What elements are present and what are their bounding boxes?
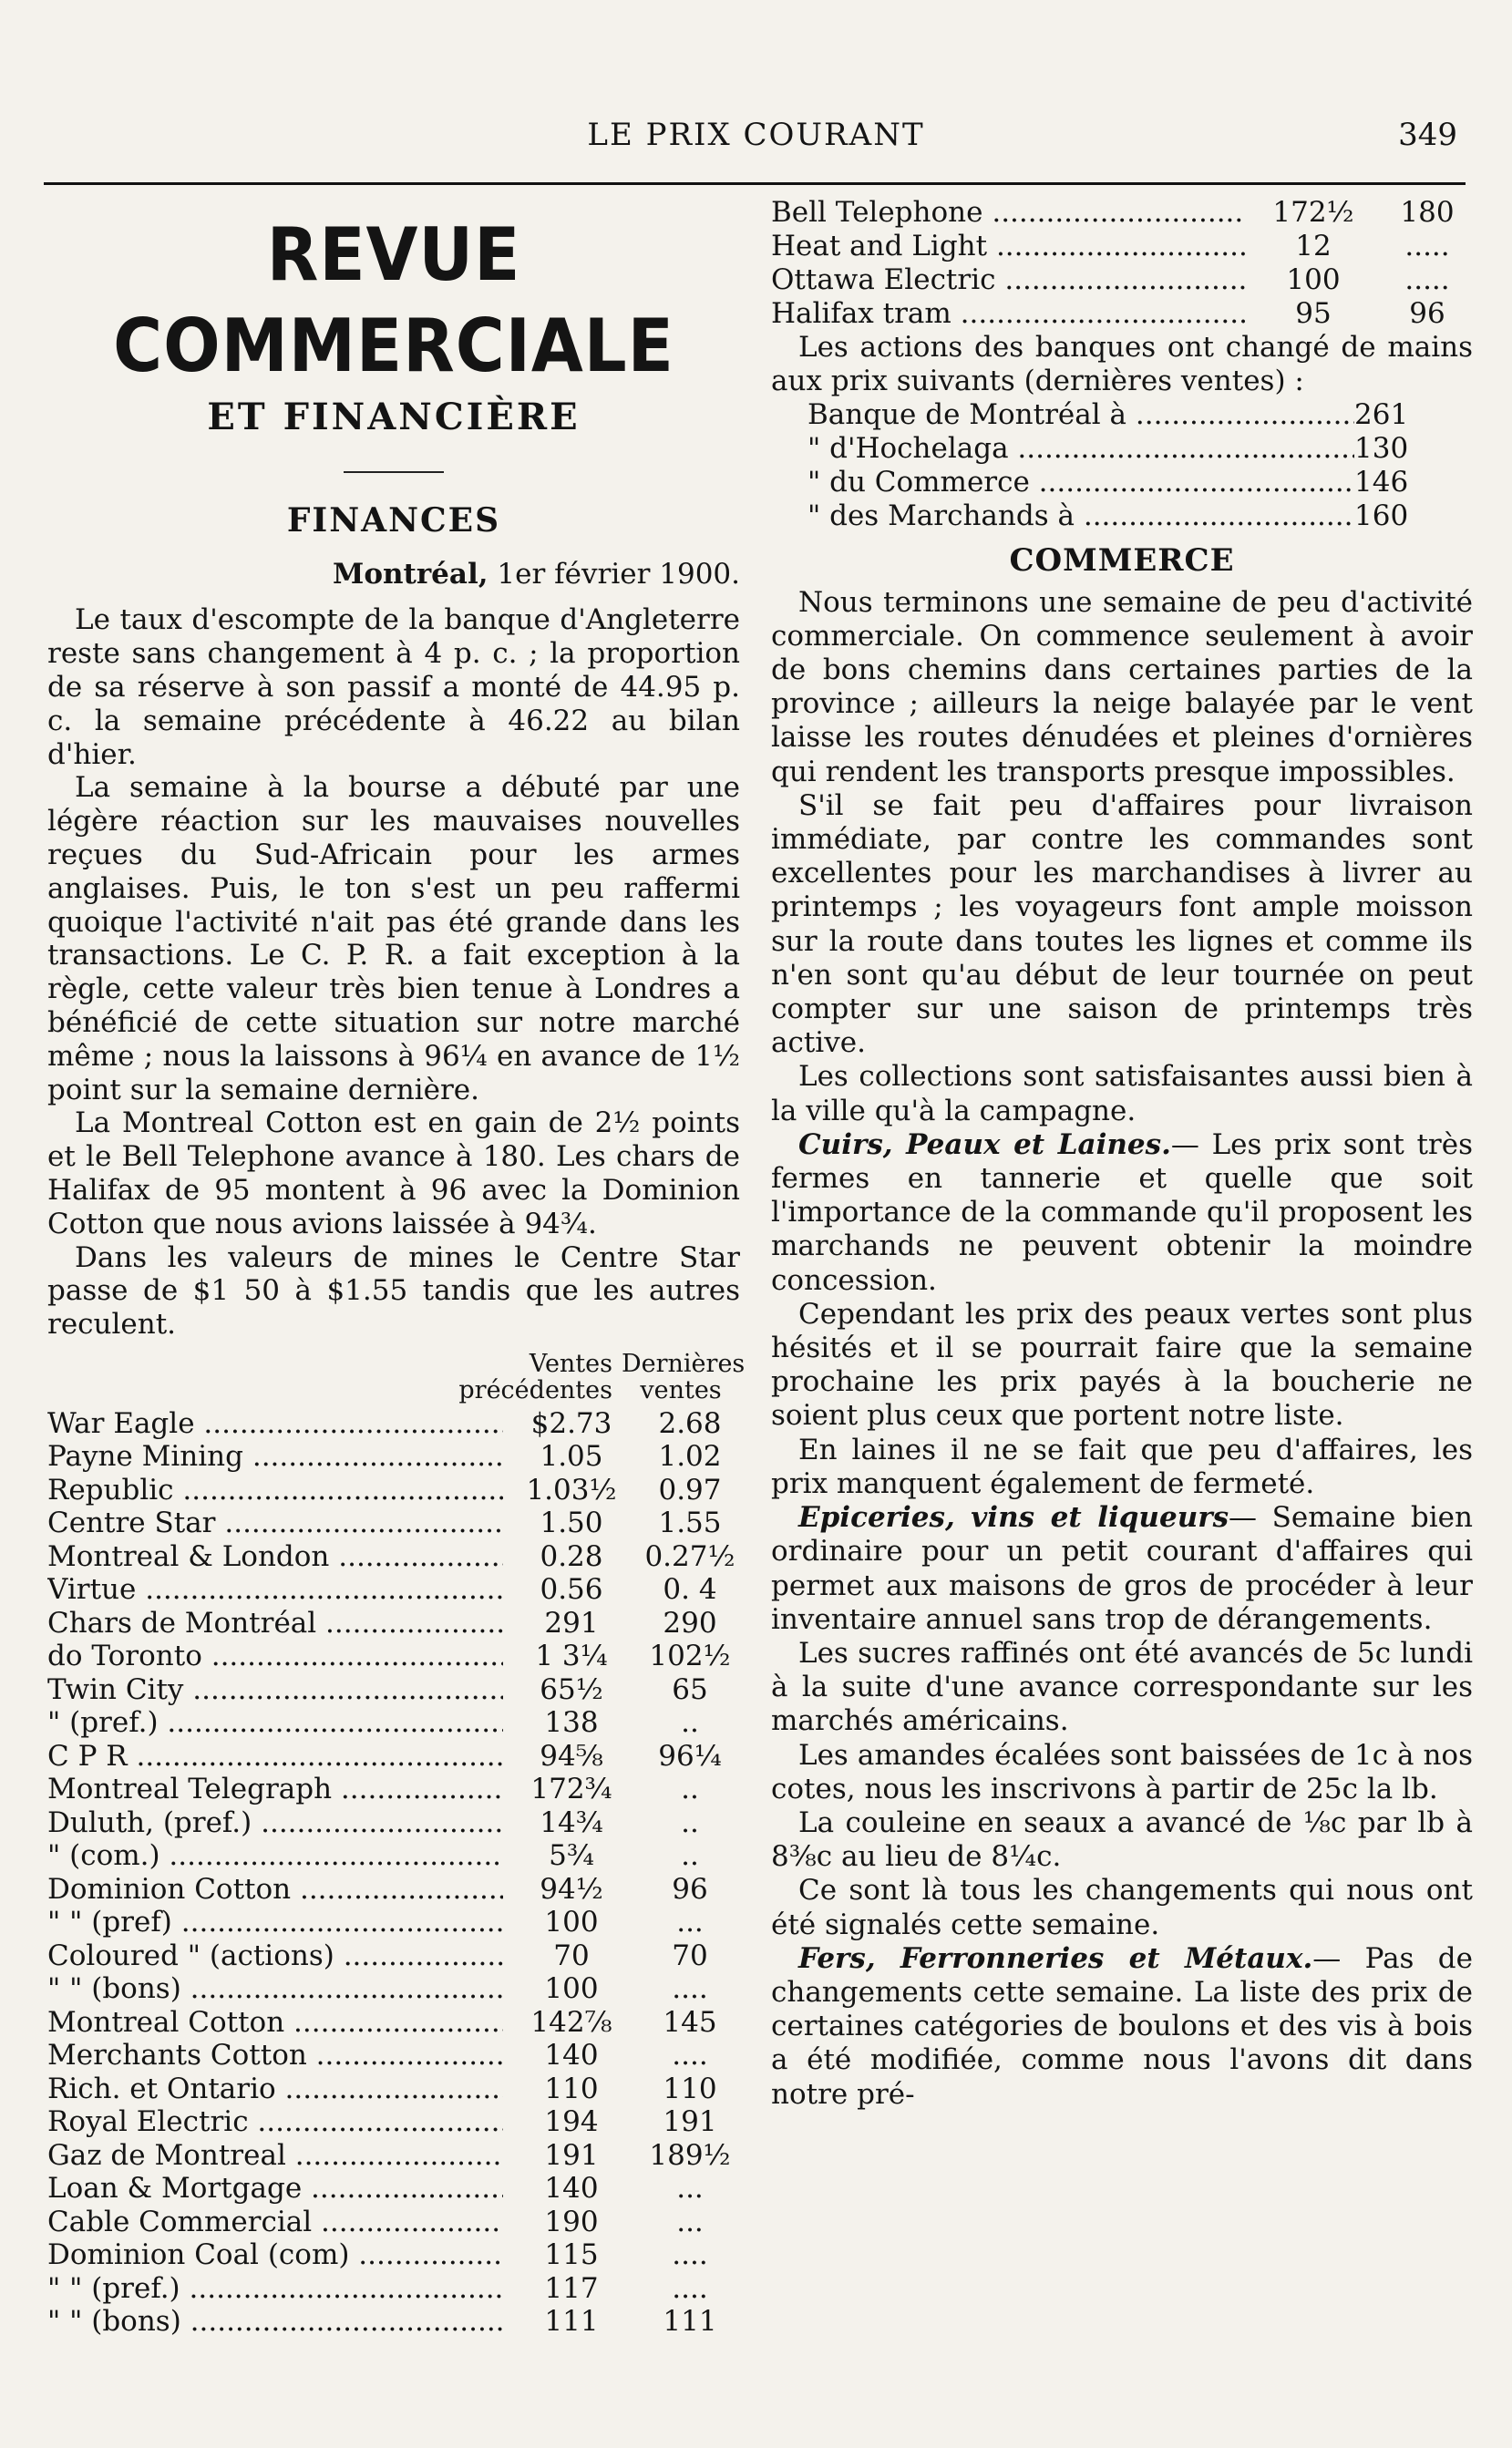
- table-row: [771, 263, 1473, 297]
- commerce-heading: COMMERCE: [1009, 542, 1235, 580]
- last-sale: 145: [663, 2005, 717, 2039]
- table-row: [47, 1640, 740, 1673]
- previous-sale: 194: [544, 2105, 599, 2139]
- paragraph: La Montreal Cotton est en gain de 2½ points et le Bell Telephone avance à 180. Les chars de Halifax de 95 montent à 96 avec la Dominion Cotton que nous avions laissée à 94¾.: [47, 1106, 740, 1240]
- table-row: [47, 2105, 740, 2139]
- previous-sale: 1 3¼: [535, 1640, 608, 1673]
- stock-name: Bell Telephone .....: [771, 196, 1245, 230]
- last-sale: 111: [663, 2305, 717, 2339]
- last-sale: 96: [672, 1872, 708, 1906]
- dateline-date: 1er février 1900.: [497, 557, 740, 591]
- table-row: [47, 1773, 740, 1806]
- stock-name: Royal Electric .....: [47, 2105, 503, 2139]
- paragraph: S'il se fait peu d'affaires pour livraison immédiate, par contre les commandes sont excellentes pour les marchandises à livrer au printemps ; les voyageurs font ample moisson sur la route dans toutes les lignes et comme ils n'en sont qu'au début de leur tournée on peut compter sur une saison de printemps très active.: [771, 788, 1473, 1060]
- last-sale: ....: [672, 1972, 708, 2006]
- left-column: [47, 196, 746, 2339]
- previous-sale: 100: [1286, 263, 1341, 296]
- table-row: [47, 1474, 740, 1507]
- bank-name: " des Marchands à .....: [807, 499, 1354, 533]
- table-row: [771, 196, 1473, 230]
- paragraph: [771, 1128, 1473, 1298]
- previous-sale: 95: [1295, 297, 1332, 330]
- paragraph: [771, 1806, 1473, 1874]
- previous-sale: 100: [544, 1906, 599, 1939]
- stock-name: Merchants Cotton .....: [47, 2039, 503, 2073]
- last-sale: 189½: [649, 2138, 731, 2172]
- last-sale: 1.55: [658, 1507, 722, 1540]
- stock-name: Montreal Cotton .....: [47, 2006, 503, 2040]
- finances-heading: FINANCES: [286, 500, 501, 540]
- table-row: [771, 297, 1473, 331]
- bank-price: 261: [1354, 398, 1409, 432]
- paragraph: [771, 1434, 1473, 1501]
- bank-name: " d'Hochelaga .....: [807, 432, 1354, 466]
- stock-name: Rich. et Ontario .....: [47, 2073, 503, 2106]
- last-sale: 0.27½: [644, 1539, 735, 1573]
- stock-name: Ottawa Electric .....: [771, 263, 1245, 297]
- paragraph: [771, 1874, 1473, 1941]
- rubric-text: En laines il ne se fait que peu d'affaires, les prix manquent également de fermeté.: [771, 1433, 1473, 1500]
- bank-row: [771, 499, 1473, 533]
- dateline-place: Montréal,: [333, 557, 489, 591]
- stock-name: " " (bons) .....: [47, 2305, 503, 2339]
- table-row: [47, 1673, 740, 1707]
- table-row: [47, 2073, 740, 2106]
- last-sale: ....: [672, 2039, 708, 2073]
- table-row: [47, 1440, 740, 1474]
- table-row: [47, 1939, 740, 1973]
- stock-table: [47, 1407, 740, 2339]
- last-sale: ..: [681, 1839, 699, 1873]
- rubric-text: Les amandes écalées sont baissées de 1c à nos cotes, nous les inscrivons à partir de 25c la lb.: [771, 1738, 1473, 1805]
- last-sale: .....: [1404, 230, 1450, 262]
- paragraph: [771, 1942, 1473, 2112]
- previous-sale: 1.05: [540, 1440, 603, 1474]
- stock-name: Republic .....: [47, 1474, 503, 1507]
- table-row: [47, 2305, 740, 2339]
- bank-row: [771, 432, 1473, 466]
- stock-name: Montreal Telegraph .....: [47, 1773, 503, 1806]
- stock-name: Duluth, (pref.) .....: [47, 1806, 503, 1840]
- dateline: [47, 558, 740, 591]
- last-sales-header: Dernières ventes: [622, 1349, 746, 1404]
- right-column: [771, 196, 1473, 2112]
- section-divider: [344, 471, 444, 473]
- bank-name: Banque de Montréal à .....: [807, 398, 1354, 432]
- previous-sale: 65½: [540, 1672, 603, 1706]
- bank-row: [771, 398, 1473, 432]
- stock-name: Montreal & London .....: [47, 1540, 503, 1574]
- stock-name: Payne Mining .....: [47, 1440, 503, 1474]
- table-row: [47, 2272, 740, 2306]
- stock-name: " " (pref) .....: [47, 1906, 503, 1939]
- previous-sale: 115: [544, 2238, 599, 2272]
- bank-name: " du Commerce .....: [807, 466, 1354, 499]
- stock-name: Chars de Montréal .....: [47, 1607, 503, 1641]
- previous-sale: 94⅝: [540, 1739, 603, 1773]
- previous-sales-header: Ventes précédentes: [458, 1349, 612, 1404]
- header-rule: [44, 182, 1466, 185]
- commerce-rubrics: [771, 1128, 1473, 2112]
- stock-name: " (com.) .....: [47, 1839, 503, 1873]
- previous-sale: 191: [544, 2138, 599, 2172]
- last-sale: 96¼: [658, 1739, 722, 1773]
- last-sale: 65: [672, 1672, 708, 1706]
- bank-price: 160: [1354, 499, 1409, 533]
- previous-sale: 138: [544, 1706, 599, 1740]
- table-row: [47, 1507, 740, 1540]
- rubric-text: Cependant les prix des peaux vertes sont plus hésités et il se pourrait faire que la semaine prochaine les prix payés à la boucherie ne soient plus ceux que portent notre liste.: [771, 1297, 1473, 1433]
- table-row: [47, 1740, 740, 1774]
- table-row: [47, 1573, 740, 1607]
- paragraph: [771, 1637, 1473, 1739]
- last-sale: 96: [1409, 297, 1445, 330]
- paragraph: Dans les valeurs de mines le Centre Star passe de $1 50 à $1.55 tandis que les autres reculent.: [47, 1240, 740, 1342]
- table-row: [47, 2206, 740, 2239]
- previous-sale: 1.03½: [526, 1473, 617, 1507]
- page-title: REVUE COMMERCIALE: [113, 212, 674, 388]
- stock-name: Coloured " (actions) .....: [47, 1939, 503, 1973]
- stock-name: Virtue .....: [47, 1573, 503, 1607]
- last-sale: 1.02: [658, 1440, 722, 1474]
- table-row: [47, 1839, 740, 1873]
- table-row: [47, 2006, 740, 2040]
- previous-sale: 1.50: [540, 1507, 603, 1540]
- last-sale: 110: [663, 2072, 717, 2105]
- banks-intro: Les actions des banques ont changé de mains aux prix suivants (dernières ventes) :: [771, 331, 1473, 398]
- previous-sale: 111: [544, 2305, 599, 2339]
- previous-sale: 5¾: [549, 1839, 594, 1873]
- previous-sale: 70: [553, 1939, 590, 1972]
- bank-price: 130: [1354, 432, 1409, 466]
- last-sale: 70: [672, 1939, 708, 1972]
- stock-name: " (pref.) .....: [47, 1706, 503, 1740]
- previous-sale: 142⅞: [530, 2005, 612, 2039]
- rubric-text: La couleine en seaux a avancé de ⅛c par lb à 8⅜c au lieu de 8¼c.: [771, 1805, 1473, 1874]
- last-sale: ....: [672, 2271, 708, 2305]
- last-sale: ...: [676, 1906, 704, 1939]
- last-sale: 0. 4: [663, 1573, 717, 1607]
- rubric-text: Ce sont là tous les changements qui nous ont été signalés cette semaine.: [771, 1874, 1473, 1941]
- paragraph: La semaine à la bourse a débuté par une légère réaction sur les mauvaises nouvelles reçues du Sud-Africain pour les armes anglaises. Puis, le ton s'est un peu raffermi quoique l'activité n'ait pas été grande dans les transactions. Le C. P. R. a fait exception à la règle, cette valeur très bien tenue à Londres a bénéficié de cette situation sur notre marché même ; nous la laissons à 96¼ en avance de 1½ point sur la semaine dernière.: [47, 771, 740, 1106]
- stock-name: Dominion Cotton .....: [47, 1873, 503, 1907]
- previous-sale: 14¾: [540, 1805, 603, 1839]
- previous-sale: 172½: [1272, 196, 1354, 229]
- page-number: 349: [1398, 117, 1457, 153]
- previous-sale: 12: [1295, 230, 1332, 262]
- table-row: [47, 1706, 740, 1740]
- previous-sale: 117: [544, 2271, 599, 2305]
- rubric-title: Epiceries, vins et liqueurs: [798, 1501, 1229, 1535]
- last-sale: ...: [676, 2172, 704, 2206]
- paragraph: Le taux d'escompte de la banque d'Angleterre reste sans changement à 4 p. c. ; la proportion de sa réserve à son passif a monté de 44.95 p. c. la semaine précédente à 46.22 au bilan d'hier.: [47, 603, 740, 771]
- table-row: [47, 1540, 740, 1574]
- previous-sale: $2.73: [530, 1406, 612, 1440]
- stock-table-header: [47, 1349, 746, 1404]
- stock-name: Twin City .....: [47, 1673, 503, 1707]
- stock-name: do Toronto .....: [47, 1640, 503, 1673]
- previous-sale: 94½: [540, 1872, 603, 1906]
- table-row: [771, 230, 1473, 263]
- last-sale: ..: [681, 1773, 699, 1806]
- previous-sale: 172¾: [530, 1773, 612, 1806]
- last-sale: 290: [663, 1606, 717, 1640]
- table-row: [47, 1607, 740, 1641]
- running-title: LE PRIX COURANT: [587, 117, 925, 153]
- paragraph: [771, 1501, 1473, 1637]
- bank-table: [771, 398, 1473, 533]
- table-row: [47, 2039, 740, 2073]
- last-sale: ..: [681, 1805, 699, 1839]
- last-sale: ..: [681, 1706, 699, 1740]
- bank-row: [771, 466, 1473, 499]
- previous-sale: 100: [544, 1972, 599, 2006]
- previous-sale: 291: [544, 1606, 599, 1640]
- previous-sale: 0.56: [540, 1573, 603, 1607]
- previous-sale: 190: [544, 2205, 599, 2238]
- last-sale: 2.68: [658, 1406, 722, 1440]
- page-header: [0, 108, 1512, 162]
- stock-name: War Eagle .....: [47, 1407, 503, 1441]
- stock-name: Cable Commercial .....: [47, 2206, 503, 2239]
- stock-name: Heat and Light .....: [771, 230, 1245, 263]
- last-sale: 102½: [649, 1640, 731, 1673]
- rubric-title: Fers, Ferronneries et Métaux.: [798, 1941, 1313, 1975]
- rubric-text: Les sucres raffinés ont été avancés de 5c lundi à la suite d'une avance correspondante sur les marchés américains.: [771, 1636, 1473, 1738]
- last-sale: ....: [672, 2238, 708, 2272]
- rubric-title: Cuirs, Peaux et Laines.: [798, 1127, 1171, 1161]
- paragraph: Les collections sont satisfaisantes aussi bien à la ville qu'à la campagne.: [771, 1060, 1473, 1127]
- stock-name: Loan & Mortgage .....: [47, 2172, 503, 2206]
- stock-name: Centre Star .....: [47, 1507, 503, 1540]
- last-sale: 191: [663, 2105, 717, 2139]
- previous-sale: 0.28: [540, 1539, 603, 1573]
- table-row: [47, 2238, 740, 2272]
- previous-sale: 140: [544, 2172, 599, 2206]
- table-row: [47, 2172, 740, 2206]
- stock-name: Gaz de Montreal .....: [47, 2139, 503, 2173]
- table-row: [47, 1906, 740, 1939]
- last-sale: 180: [1400, 196, 1455, 229]
- table-row: [47, 2139, 740, 2173]
- stock-name: C P R .....: [47, 1740, 503, 1774]
- table-row: [47, 1873, 740, 1907]
- table-row: [47, 1806, 740, 1840]
- rubric-text: — Semaine bien ordinaire pour un petit courant d'affaires qui permet aux maisons de gros de procéder à leur inventaire annuel sans trop de dérangements.: [771, 1501, 1473, 1636]
- paragraph: [771, 1739, 1473, 1806]
- paragraph: [771, 1298, 1473, 1434]
- paragraph: Nous terminons une semaine de peu d'activité commerciale. On commence seulement à avoir de bons chemins dans certaines parties de la province ; ailleurs la neige balayée par le vent laisse les routes dénudées et pleines d'ornières qui rendent les transports presque impossibles.: [771, 585, 1473, 788]
- last-sale: ...: [676, 2205, 704, 2238]
- stock-table-continued: [771, 196, 1473, 331]
- stock-name: " " (bons) .....: [47, 1972, 503, 2006]
- table-row: [47, 1972, 740, 2006]
- stock-name: " " (pref.) .....: [47, 2272, 503, 2306]
- bank-price: 146: [1354, 466, 1409, 499]
- stock-name: Dominion Coal (com) .....: [47, 2238, 503, 2272]
- previous-sale: 110: [544, 2072, 599, 2105]
- last-sale: 0.97: [658, 1473, 722, 1507]
- previous-sale: 140: [544, 2039, 599, 2073]
- stock-name: Halifax tram .....: [771, 297, 1245, 331]
- last-sale: .....: [1404, 263, 1450, 296]
- table-row: [47, 1407, 740, 1441]
- rubric-text: — Pas de changements cette semaine. La liste des prix de certaines catégories de boulons et des vis à bois a été modifiée, comme nous l'avons dit dans notre pré-: [771, 1941, 1473, 2111]
- page-subtitle: ET FINANCIÈRE: [207, 396, 581, 438]
- rubric-text: — Les prix sont très fermes en tannerie et quelle que soit l'importance de la commande qu'il proposent les marchands ne peuvent obtenir la moindre concession.: [771, 1127, 1473, 1297]
